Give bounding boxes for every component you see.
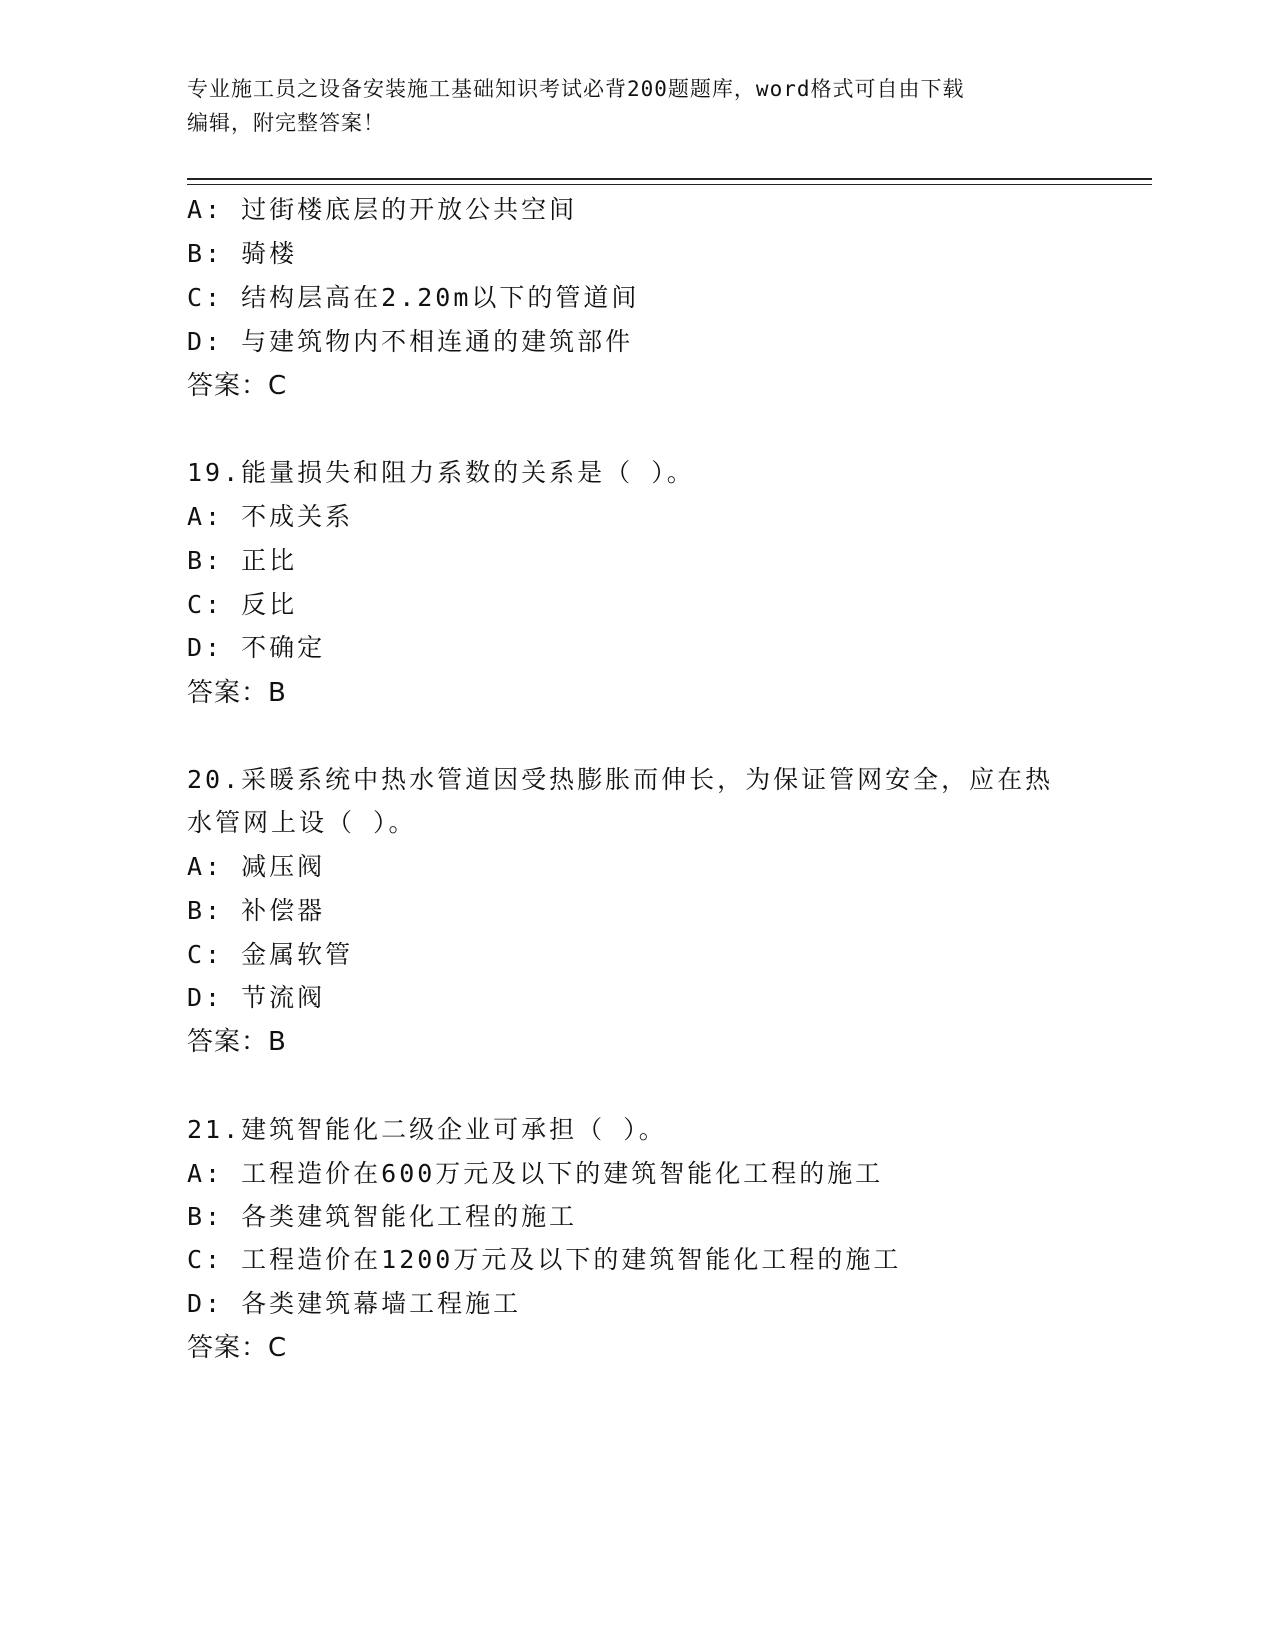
- header-divider: [187, 178, 1152, 185]
- q21-option-a: A: 工程造价在600万元及以下的建筑智能化工程的施工: [187, 1159, 884, 1188]
- q20-option-a: A: 减压阀: [187, 852, 326, 881]
- q19-answer: 答案：B: [187, 678, 287, 708]
- q21-question: 21.建筑智能化二级企业可承担（ ）。: [187, 1115, 667, 1144]
- q18-option-c: C: 结构层高在2.20m以下的管道间: [187, 283, 640, 312]
- q18-option-b: B: 骑楼: [187, 239, 298, 268]
- q21-option-c: C: 工程造价在1200万元及以下的建筑智能化工程的施工: [187, 1245, 902, 1274]
- q19-option-b: B: 正比: [187, 546, 298, 575]
- q20-option-c: C: 金属软管: [187, 940, 354, 969]
- q18-option-a: A: 过街楼底层的开放公共空间: [187, 195, 578, 224]
- q19-option-a: A: 不成关系: [187, 502, 354, 531]
- q19-option-d: D: 不确定: [187, 633, 326, 662]
- q20-option-d: D: 节流阀: [187, 983, 326, 1012]
- header-line-1: 专业施工员之设备安装施工基础知识考试必背200题题库，word格式可自由下载: [187, 77, 965, 101]
- q20-question-line-2: 水管网上设（ ）。: [187, 808, 417, 837]
- q19-option-c: C: 反比: [187, 590, 298, 619]
- q18-option-d: D: 与建筑物内不相连通的建筑部件: [187, 327, 634, 356]
- q21-option-b: B: 各类建筑智能化工程的施工: [187, 1202, 578, 1231]
- q21-option-d: D: 各类建筑幕墙工程施工: [187, 1289, 522, 1318]
- q20-answer: 答案：B: [187, 1027, 287, 1057]
- q20-option-b: B: 补偿器: [187, 896, 326, 925]
- q21-answer: 答案：C: [187, 1333, 288, 1363]
- header-line-2: 编辑，附完整答案！: [187, 111, 385, 135]
- document-header: [187, 72, 1087, 140]
- q19-question: 19.能量损失和阻力系数的关系是（ ）。: [187, 458, 695, 487]
- q20-question-line-1: 20.采暖系统中热水管道因受热膨胀而伸长，为保证管网安全，应在热: [187, 765, 1054, 794]
- q18-answer: 答案：C: [187, 371, 288, 401]
